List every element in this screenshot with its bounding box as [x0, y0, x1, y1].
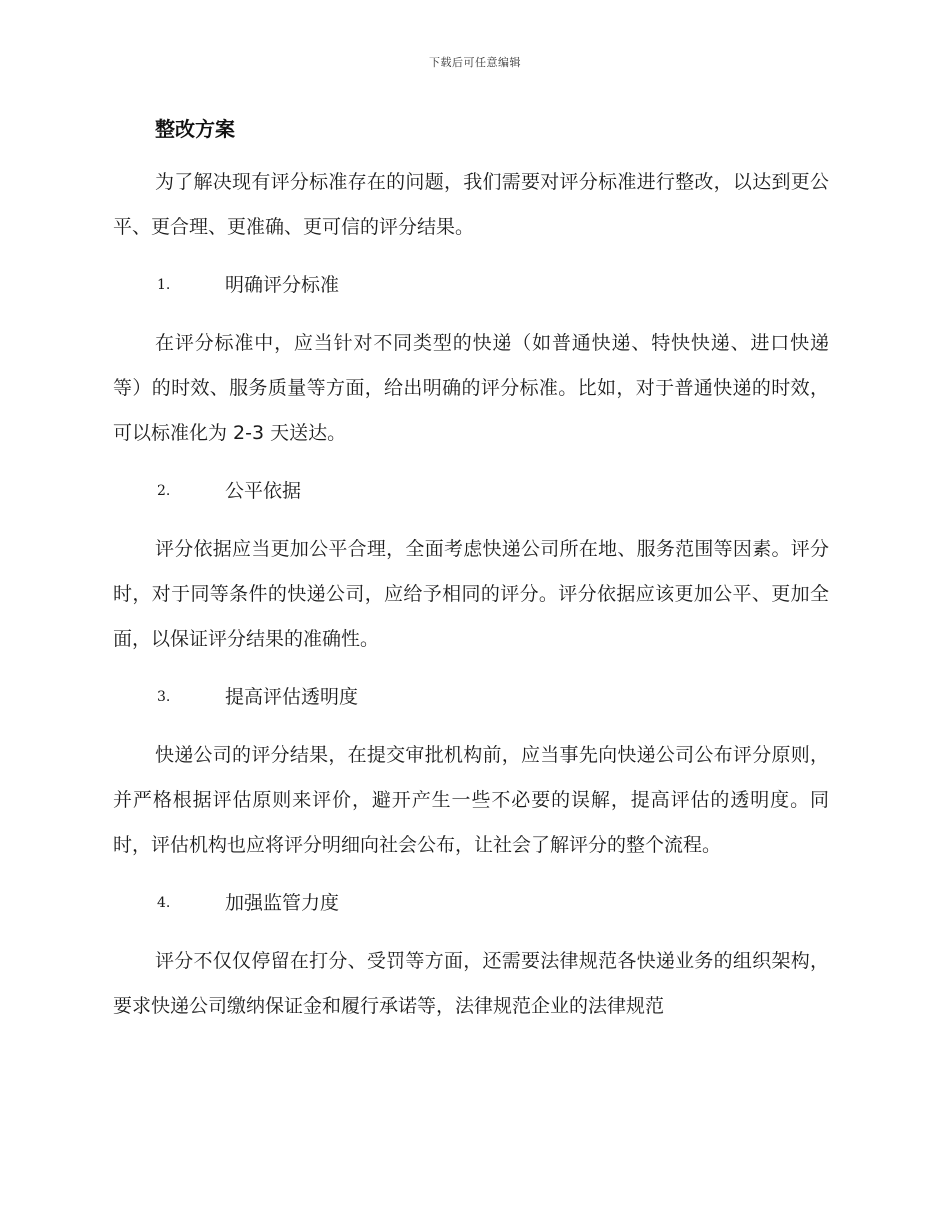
section-heading-2 [113, 469, 829, 514]
page-title: 整改方案 [155, 117, 235, 141]
section-number: 3. [157, 689, 171, 705]
section-paragraph-1: 在评分标准中，应当针对不同类型的快递（如普通快递、特快快递、进口快递等）的时效、服务质量等方面，给出明确的评分标准。比如，对于普通快递的时效，可以标准化为 2-3 天送达。 [113, 332, 829, 444]
section-number: 1. [157, 277, 171, 293]
section-heading-text: 提高评估透明度 [225, 686, 359, 708]
section-heading-3 [113, 675, 829, 720]
header-note: 下载后可任意编辑 [429, 56, 521, 69]
section-heading-text: 明确评分标准 [225, 274, 340, 296]
intro-paragraph: 为了解决现有评分标准存在的问题，我们需要对评分标准进行整改，以达到更公平、更合理、更准确、更可信的评分结果。 [113, 171, 829, 238]
section-paragraph-3: 快递公司的评分结果，在提交审批机构前，应当事先向快递公司公布评分原则，并严格根据评估原则来评价，避开产生一些不必要的误解，提高评估的透明度。同时，评估机构也应将评分明细向社会公布，让社会了解评分的整个流程。 [113, 744, 829, 856]
section-number: 2. [157, 483, 171, 499]
section-heading-4 [113, 881, 829, 926]
section-number: 4. [157, 895, 171, 911]
section-heading-text: 加强监管力度 [225, 892, 340, 914]
section-heading-1 [113, 263, 829, 308]
section-paragraph-2: 评分依据应当更加公平合理，全面考虑快递公司所在地、服务范围等因素。评分时，对于同等条件的快递公司，应给予相同的评分。评分依据应该更加公平、更加全面，以保证评分结果的准确性。 [113, 538, 829, 650]
section-heading-text: 公平依据 [225, 480, 302, 502]
document-body [113, 112, 829, 1042]
section-paragraph-4: 评分不仅仅停留在打分、受罚等方面，还需要法律规范各快递业务的组织架构，要求快递公司缴纳保证金和履行承诺等，法律规范企业的法律规范 [113, 950, 829, 1017]
